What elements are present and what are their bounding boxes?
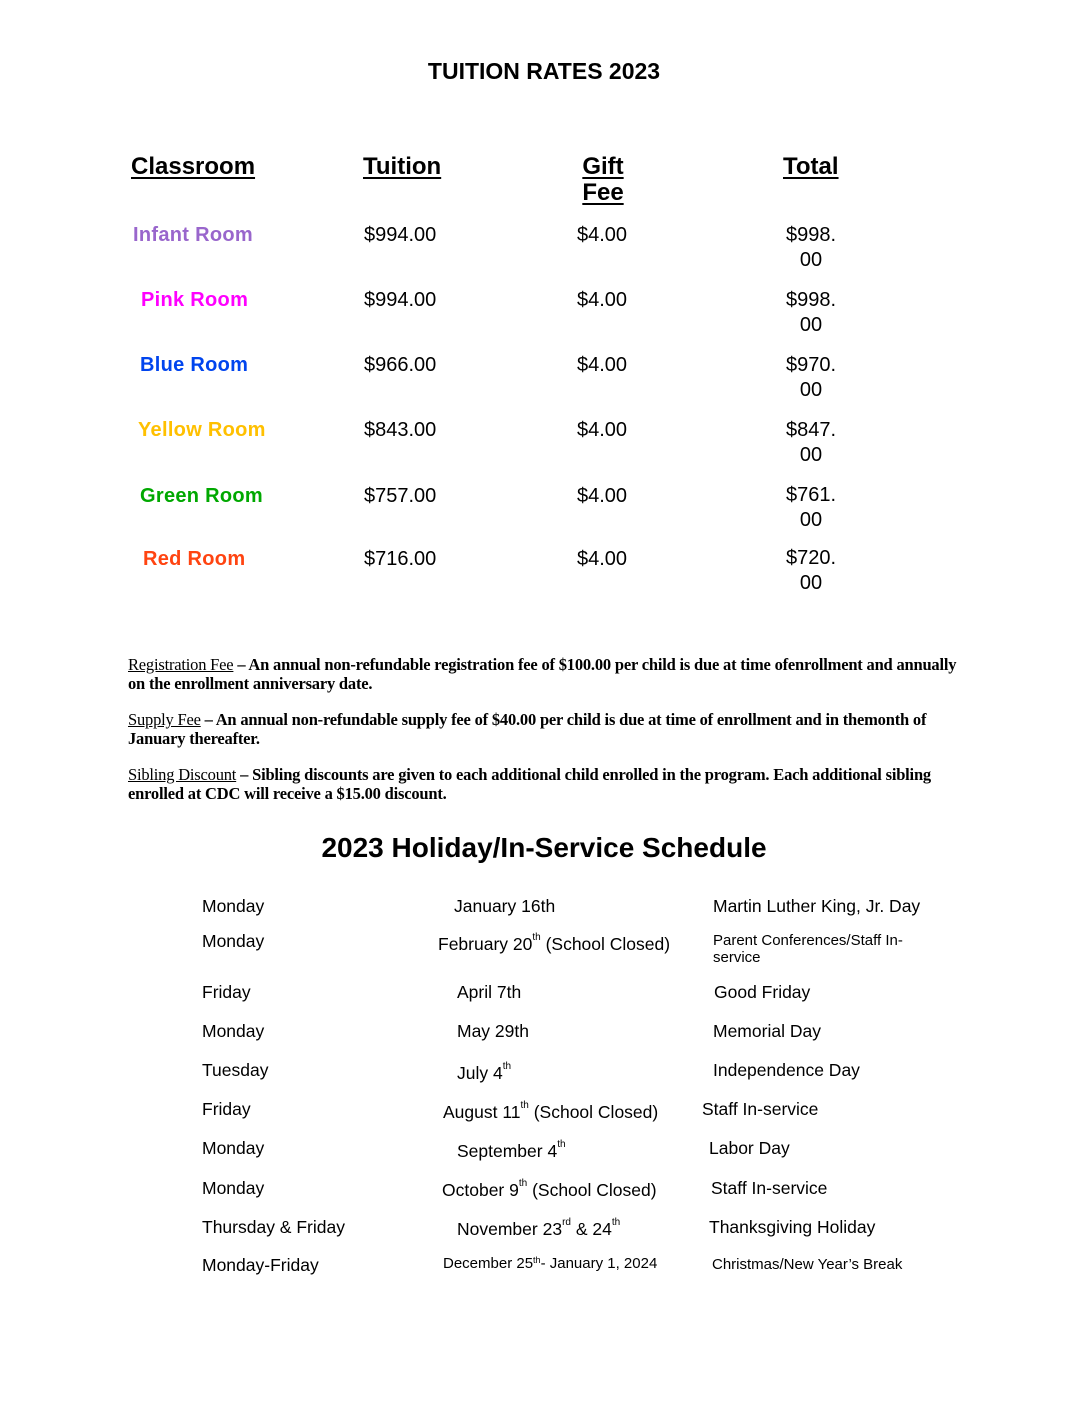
date-text: September 4: [457, 1141, 558, 1161]
date-text: May 29th: [457, 1021, 529, 1041]
date-suffix-2: th: [611, 1217, 621, 1228]
header-gift-fee-line2: Fee: [582, 179, 624, 206]
gift-fee-value: $4.00: [577, 485, 628, 507]
gift-fee-value: $4.00: [577, 354, 628, 376]
total-line1: $998.: [785, 289, 837, 311]
room-name: Infant Room: [133, 224, 253, 246]
schedule-date: [457, 1141, 566, 1162]
room-name: Green Room: [140, 485, 264, 507]
gift-fee-value: $4.00: [577, 419, 628, 441]
sibling-discount-label: Sibling Discount: [128, 765, 237, 784]
gift-fee-value: $4.00: [577, 289, 628, 311]
supply-fee-label: Supply Fee: [128, 710, 201, 729]
schedule-event: Labor Day: [709, 1138, 790, 1158]
room-name: Pink Room: [141, 289, 249, 311]
total-value: [771, 483, 851, 533]
schedule-date: [443, 1102, 658, 1123]
total-value: [771, 546, 851, 596]
tuition-value: $994.00: [364, 224, 437, 246]
schedule-event: [713, 932, 903, 966]
total-line2: 00: [799, 572, 823, 594]
date-note: & 24: [570, 1219, 612, 1239]
tuition-value: $843.00: [364, 419, 437, 441]
date-note: (School Closed): [528, 1102, 659, 1122]
schedule-event: Christmas/New Year’s Break: [712, 1256, 903, 1273]
registration-fee-label: Registration Fee: [128, 655, 234, 674]
event-line2: service: [713, 949, 761, 966]
total-line2: 00: [799, 509, 823, 531]
supply-fee-text: – An annual non-refundable supply fee of $40.00 per child is due at time of enrollment and in themonth of January thereafter.: [128, 710, 927, 748]
total-line2: 00: [799, 314, 823, 336]
schedule-date: [454, 896, 555, 917]
header-total: Total: [783, 153, 839, 180]
total-value: [771, 353, 851, 403]
date-suffix: th: [518, 1178, 528, 1189]
header-gift-fee-line1: Gift: [582, 153, 624, 180]
date-note: (School Closed): [540, 934, 671, 954]
page-title: TUITION RATES 2023: [427, 58, 661, 84]
tuition-value: $716.00: [364, 548, 437, 570]
date-suffix: th: [557, 1139, 566, 1150]
supply-fee-note: [128, 710, 958, 748]
schedule-event: Independence Day: [713, 1060, 860, 1080]
schedule-date: [457, 1021, 529, 1042]
date-suffix: th: [520, 1100, 529, 1111]
date-text: January 16th: [454, 896, 556, 916]
schedule-day: Monday: [202, 1178, 265, 1198]
date-text: April 7th: [457, 982, 522, 1002]
date-suffix: th: [502, 1061, 512, 1072]
date-note: - January 1, 2024: [540, 1255, 658, 1272]
schedule-date: [457, 1063, 511, 1084]
total-line2: 00: [799, 379, 823, 401]
total-value: [771, 418, 851, 468]
total-value: [771, 223, 851, 273]
schedule-date: [438, 934, 670, 955]
schedule-event: Martin Luther King, Jr. Day: [713, 896, 921, 916]
schedule-event: Good Friday: [714, 982, 811, 1002]
gift-fee-value: $4.00: [577, 224, 628, 246]
date-text: February 20: [438, 934, 533, 954]
schedule-date: [457, 982, 521, 1003]
schedule-day: Thursday & Friday: [202, 1217, 345, 1237]
event-line1: Parent Conferences/Staff In-: [713, 932, 903, 949]
tuition-value: $757.00: [364, 485, 437, 507]
date-text: November 23: [457, 1219, 563, 1239]
schedule-day: Monday: [202, 896, 265, 916]
tuition-value: $966.00: [364, 354, 437, 376]
date-suffix: th: [533, 1255, 541, 1265]
total-line2: 00: [799, 444, 823, 466]
schedule-day: Friday: [202, 1099, 251, 1119]
schedule-day: Monday: [202, 931, 265, 951]
schedule-event: Staff In-service: [711, 1178, 828, 1198]
schedule-date: [443, 1255, 657, 1272]
tuition-value: $994.00: [364, 289, 437, 311]
date-suffix: th: [532, 932, 541, 943]
schedule-day: Monday-Friday: [202, 1255, 319, 1275]
total-line1: $847.: [785, 419, 837, 441]
room-name: Red Room: [143, 548, 246, 570]
schedule-date: [457, 1219, 620, 1240]
sibling-discount-text: – Sibling discounts are given to each additional child enrolled in the program. Each additional sibling enrolled at CDC will receive a $15.00 discount.: [128, 765, 931, 803]
total-line2: 00: [799, 249, 823, 271]
schedule-event: Memorial Day: [713, 1021, 821, 1041]
sibling-discount-note: [128, 765, 958, 803]
room-name: Blue Room: [140, 354, 249, 376]
total-value: [771, 288, 851, 338]
schedule-title: 2023 Holiday/In-Service Schedule: [321, 832, 767, 863]
schedule-day: Tuesday: [202, 1060, 269, 1080]
registration-fee-text: – An annual non-refundable registration fee of $100.00 per child is due at time ofenrollment and annually on the enrollment anniversary date.: [128, 655, 957, 693]
date-suffix: rd: [562, 1217, 571, 1228]
gift-fee-value: $4.00: [577, 548, 628, 570]
schedule-day: Friday: [202, 982, 251, 1002]
date-text: July 4: [457, 1063, 503, 1083]
header-gift-fee: [573, 154, 633, 206]
total-line1: $761.: [785, 484, 837, 506]
schedule-event: Staff In-service: [702, 1099, 819, 1119]
room-name: Yellow Room: [138, 419, 266, 441]
schedule-day: Monday: [202, 1021, 265, 1041]
date-note: (School Closed): [527, 1180, 657, 1200]
total-line1: $720.: [785, 547, 837, 569]
schedule-event: Thanksgiving Holiday: [709, 1217, 876, 1237]
schedule-day: Monday: [202, 1138, 265, 1158]
date-text: December 25: [443, 1255, 534, 1272]
total-line1: $998.: [785, 224, 837, 246]
date-text: August 11: [443, 1102, 521, 1122]
registration-fee-note: [128, 655, 958, 693]
header-tuition: Tuition: [363, 153, 442, 180]
date-text: October 9: [442, 1180, 519, 1200]
schedule-date: [442, 1180, 657, 1201]
header-classroom: Classroom: [131, 153, 256, 180]
total-line1: $970.: [785, 354, 837, 376]
